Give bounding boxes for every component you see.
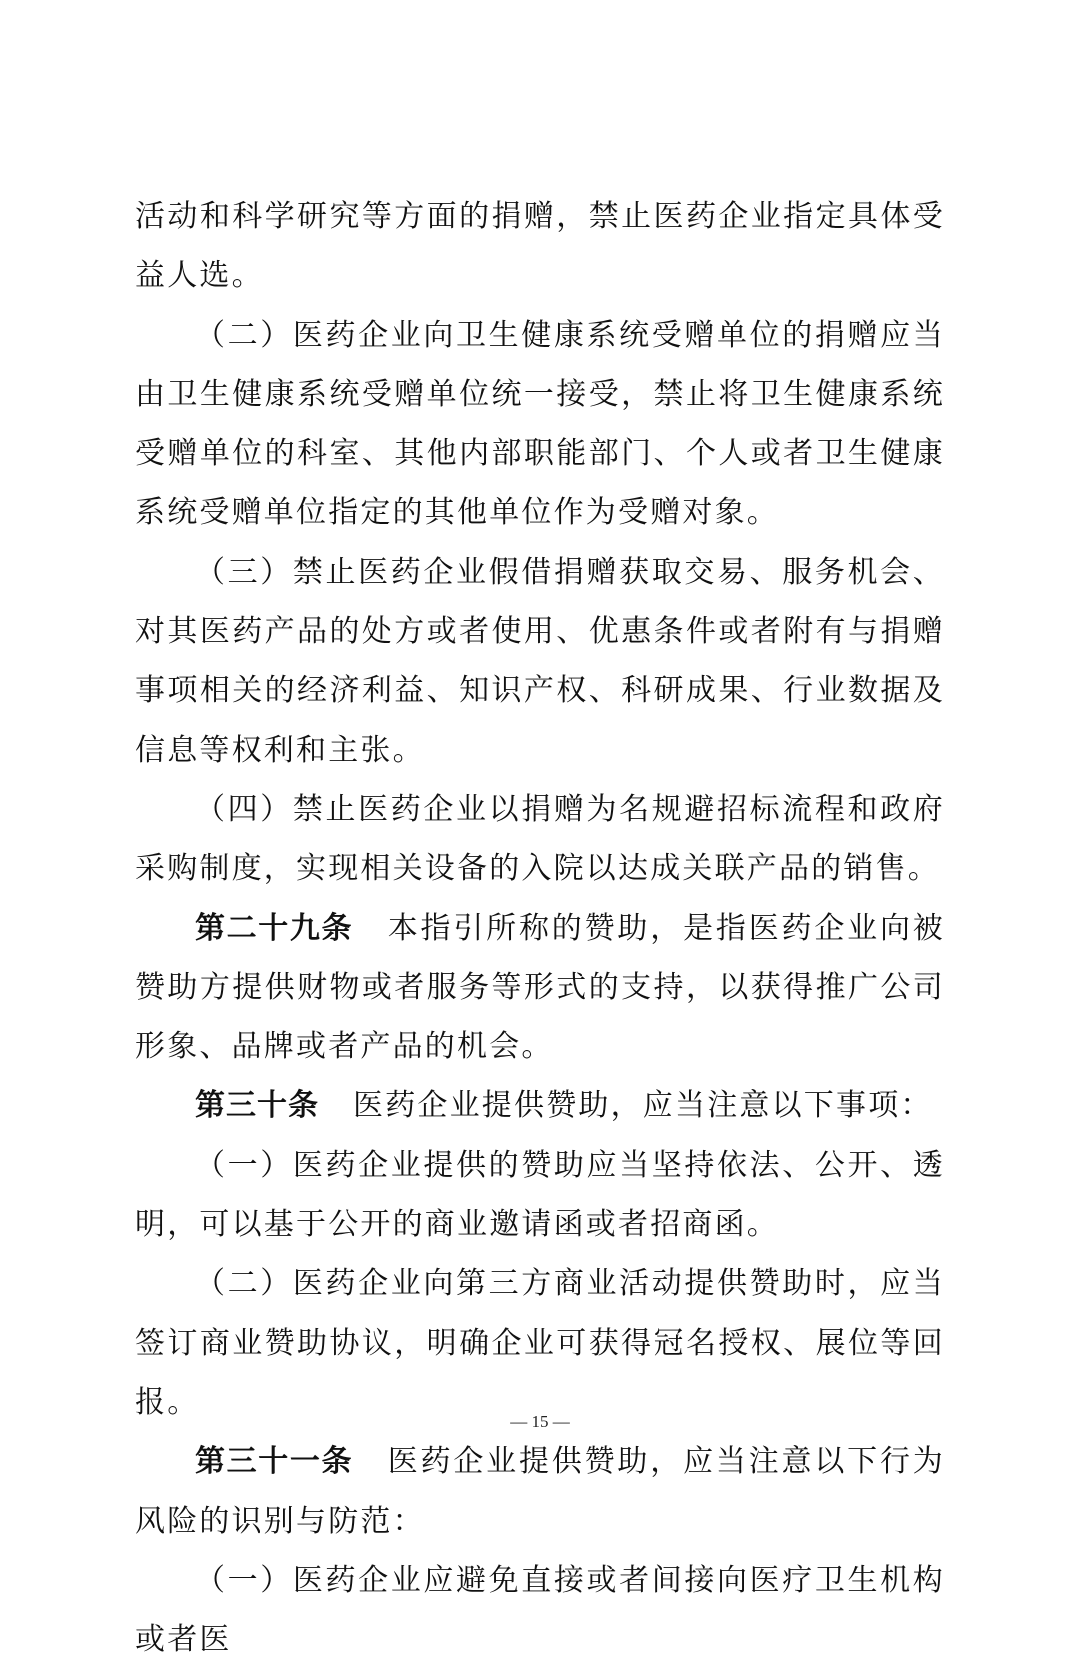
- paragraph-item-1b: [135, 1551, 945, 1669]
- paragraph-item-2b: [135, 1254, 945, 1432]
- paragraph-text: （二）医药企业向卫生健康系统受赠单位的捐赠应当由卫生健康系统受赠单位统一接受，禁止将卫生健康系统受赠单位的科室、其他内部职能部门、个人或者卫生健康系统受赠单位指定的其他单位作为受赠对象。: [135, 317, 945, 531]
- paragraph-text: （二）医药企业向第三方商业活动提供赞助时，应当签订商业赞助协议，明确企业可获得冠名授权、展位等回报。: [135, 1266, 945, 1420]
- paragraph-item-1: [135, 1136, 945, 1255]
- article-text: 医药企业提供赞助，应当注意以下事项：: [353, 1088, 933, 1124]
- article-29: [135, 899, 945, 1077]
- article-text: 本指引所称的赞助，是指医药企业向被赞助方提供财物或者服务等形式的支持，以获得推广公司形象、品牌或者产品的机会。: [135, 910, 945, 1065]
- paragraph-text: （四）禁止医药企业以捐赠为名规避招标流程和政府采购制度，实现相关设备的入院以达成关联产品的销售。: [135, 791, 945, 887]
- paragraph-item-3: [135, 543, 945, 780]
- paragraph-text: （一）医药企业提供的赞助应当坚持依法、公开、透明，可以基于公开的商业邀请函或者招商函。: [135, 1147, 945, 1243]
- article-text: 医药企业提供赞助，应当注意以下行为风险的识别与防范：: [135, 1444, 945, 1539]
- article-31: [135, 1432, 945, 1551]
- paragraph-text: （一）医药企业应避免直接或者间接向医疗卫生机构或者医: [135, 1562, 945, 1658]
- paragraph-continuation: [135, 187, 945, 306]
- article-number: 第三十一条: [195, 1444, 354, 1480]
- paragraph-item-2: [135, 306, 945, 543]
- article-number: 第二十九条: [195, 910, 354, 946]
- article-30: [135, 1076, 945, 1135]
- article-number: 第三十条: [195, 1088, 319, 1124]
- document-body: [135, 187, 945, 1669]
- paragraph-item-4: [135, 780, 945, 899]
- paragraph-text: 活动和科学研究等方面的捐赠，禁止医药企业指定具体受益人选。: [135, 199, 945, 294]
- page-number: — 15 —: [510, 1412, 570, 1431]
- paragraph-text: （三）禁止医药企业假借捐赠获取交易、服务机会、对其医药产品的处方或者使用、优惠条件或者附有与捐赠事项相关的经济利益、知识产权、科研成果、行业数据及信息等权利和主张。: [135, 554, 945, 768]
